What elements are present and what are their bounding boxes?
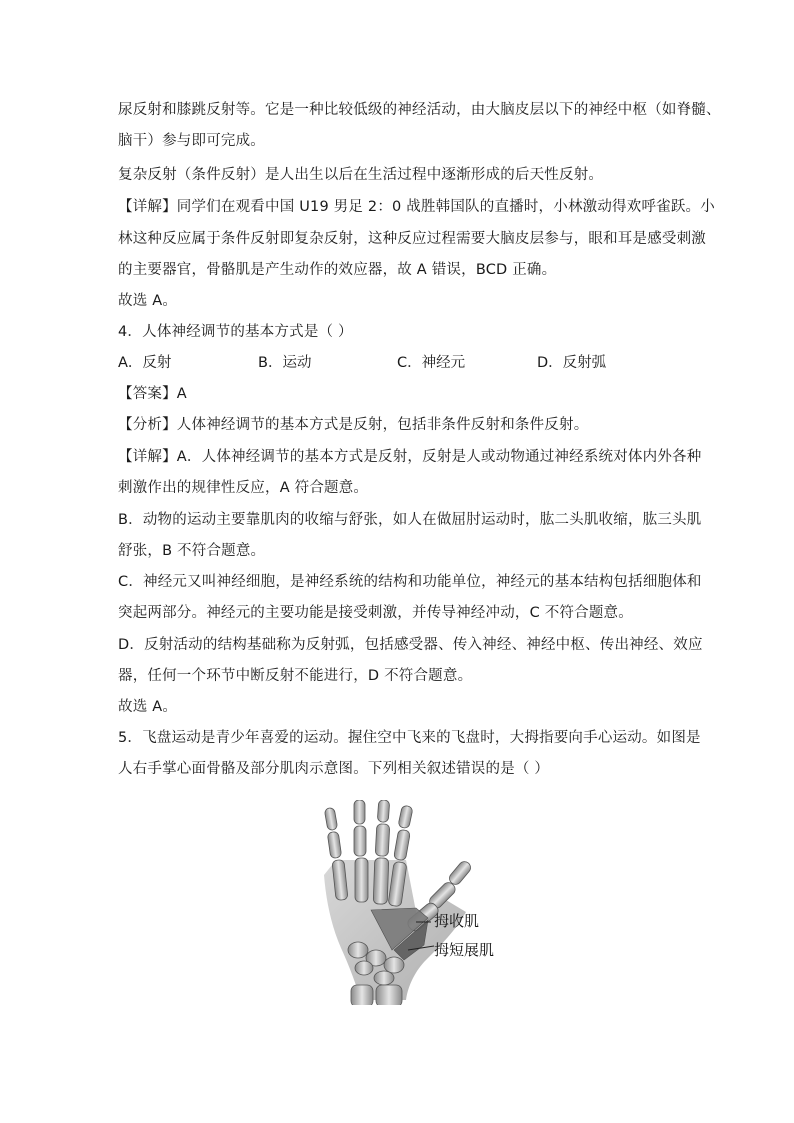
text-line: B．动物的运动主要靠肌肉的收缩与舒张，如人在做屈肘运动时，肱二头肌收缩，肱三头肌 [118, 512, 702, 528]
text-line: 故选 A。 [118, 293, 178, 309]
text-line: C．神经元又叫神经细胞，是神经系统的结构和功能单位，神经元的基本结构包括细胞体和 [118, 574, 702, 590]
label-abductor-pollicis-brevis: 拇短展肌 [434, 941, 495, 959]
q4-option-c: C．神经元 [397, 355, 466, 371]
text-line: 【详解】A．人体神经调节的基本方式是反射，反射是人或动物通过神经系统对体内外各种 [118, 449, 702, 465]
q4-option-d: D．反射弧 [537, 355, 607, 371]
text-line: 林这种反应属于条件反射即复杂反射，这种反应过程需要大脑皮层参与，眼和耳是感受刺激 [118, 231, 706, 247]
text-line: D．反射活动的结构基础称为反射弧，包括感受器、传入神经、神经中枢、传出神经、效应 [118, 637, 703, 653]
text-line: 故选 A。 [118, 699, 178, 715]
label-adductor-pollicis: 拇收肌 [434, 912, 480, 930]
text-line: 刺激作出的规律性反应，A 符合题意。 [118, 480, 369, 496]
question-4-stem: 4．人体神经调节的基本方式是（ ） [118, 324, 353, 340]
q4-option-b: B．运动 [258, 355, 312, 371]
hand-skeleton-illustration [296, 800, 526, 1005]
answer-line: 【答案】A [118, 386, 187, 402]
text-line: 器，任何一个环节中断反射不能进行，D 不符合题意。 [118, 668, 473, 684]
text-line: 脑干）参与即可完成。 [118, 133, 265, 149]
text-line: 尿反射和膝跳反射等。它是一种比较低级的神经活动，由大脑皮层以下的神经中枢（如脊髓、 [118, 102, 721, 118]
text-line: 复杂反射（条件反射）是人出生以后在生活过程中逐渐形成的后天性反射。 [118, 167, 604, 183]
hand-skeleton-figure [296, 800, 526, 1005]
text-line: 舒张，B 不符合题意。 [118, 543, 266, 559]
text-line: 的主要器官，骨骼肌是产生动作的效应器，故 A 错误，BCD 正确。 [118, 262, 557, 278]
text-line: 【详解】同学们在观看中国 U19 男足 2：0 战胜韩国队的直播时，小林激动得欢呼雀跃。小 [118, 199, 715, 215]
question-5-stem: 5．飞盘运动是青少年喜爱的运动。握住空中飞来的飞盘时，大拇指要向手心运动。如图是 [118, 730, 701, 746]
text-line: 突起两部分。神经元的主要功能是接受刺激，并传导神经冲动，C 不符合题意。 [118, 605, 633, 621]
q4-option-a: A．反射 [118, 355, 172, 371]
question-5-stem-cont: 人右手掌心面骨骼及部分肌肉示意图。下列相关叙述错误的是（ ） [118, 761, 550, 777]
analysis-line: 【分析】人体神经调节的基本方式是反射，包括非条件反射和条件反射。 [118, 417, 589, 433]
